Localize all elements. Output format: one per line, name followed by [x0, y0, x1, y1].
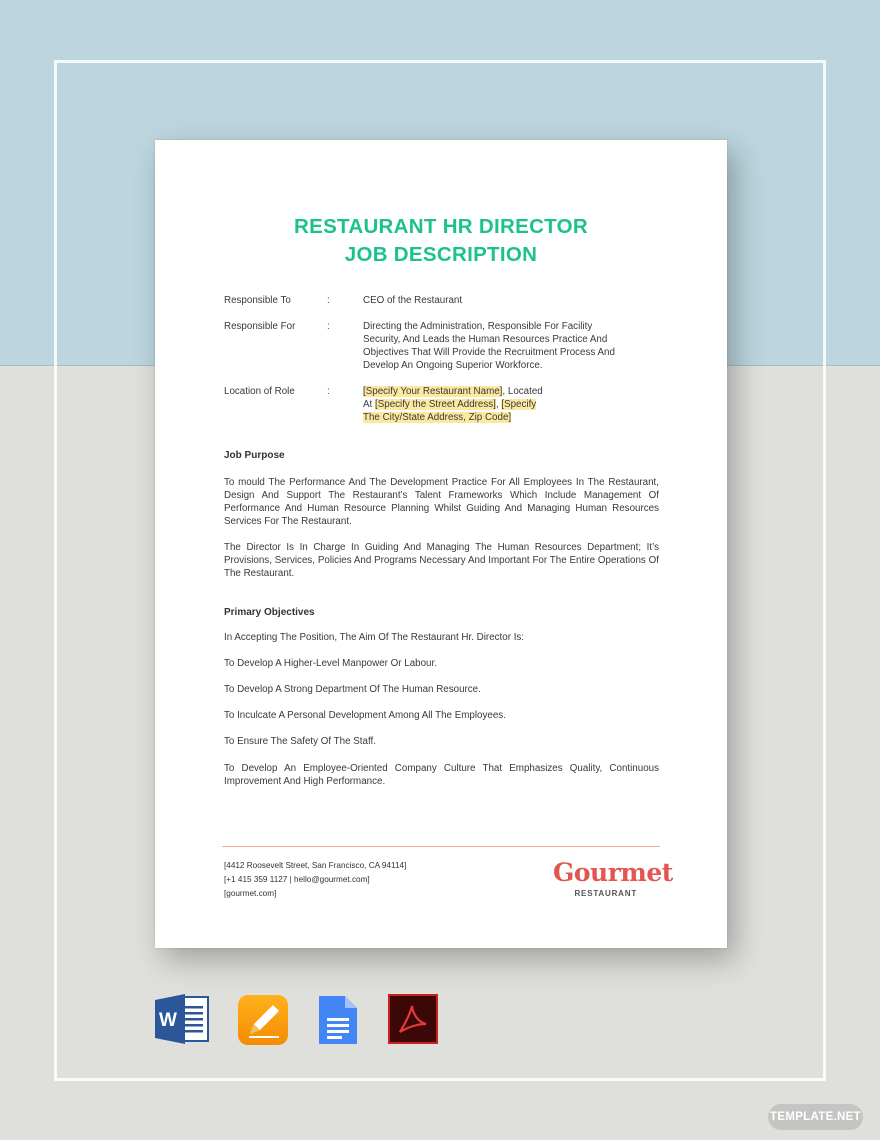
meta-colon: : — [327, 386, 330, 397]
objective-item: To Ensure The Safety Of The Staff. — [224, 736, 376, 747]
template-net-badge[interactable]: TEMPLATE.NET — [768, 1104, 863, 1130]
meta-value-text: CEO of the Restaurant — [363, 295, 463, 306]
meta-value-location-of-role — [363, 385, 548, 424]
primary-objectives-intro: In Accepting The Position, The Aim Of The Restaurant Hr. Director Is: — [224, 632, 525, 643]
objective-item: To Develop A Higher-Level Manpower Or Labour. — [224, 658, 437, 669]
svg-text:W: W — [159, 1010, 177, 1031]
word-icon[interactable] — [155, 994, 209, 1049]
job-purpose-heading: Job Purpose — [224, 450, 285, 461]
pages-icon[interactable] — [237, 994, 289, 1051]
objective-item: To Develop A Strong Department Of The Human Resource. — [224, 684, 481, 695]
job-purpose-paragraph-1: To mould The Performance And The Development Practice For All Employees In The Restaurant, Design And Support The Restaurant’s Talent Frameworks Which Include Management Of Performance And Human Resource Planning Whilst Guiding And Managing Human Resources Services For The Restaurant. — [224, 477, 659, 527]
gourmet-logo: Gourmet — [553, 858, 673, 887]
footer-website: [gourmet.com] — [224, 889, 277, 898]
meta-value-text: Directing the Administration, Responsible For Facility Security, And Leads the Human Resources Practice And Objectives That Will Provide the Recruitment Process And Develop An Ongoing Superior Workforce. — [363, 321, 615, 371]
footer-divider — [222, 846, 660, 847]
placeholder-city-state-zip[interactable]: [Specify The City/State Address, Zip Code] — [363, 399, 537, 423]
meta-colon: : — [327, 295, 330, 306]
objective-item: To Develop An Employee-Oriented Company Culture That Emphasizes Quality, Continuous Improvement And High Performance. — [224, 763, 659, 787]
meta-label-location-of-role: Location of Role — [224, 386, 295, 397]
meta-value-responsible-for — [363, 320, 623, 372]
placeholder-restaurant-name[interactable]: [Specify Your Restaurant Name] — [363, 386, 503, 397]
objective-item: To Inculcate A Personal Development Among All The Employees. — [224, 710, 506, 721]
pdf-icon[interactable] — [388, 994, 438, 1051]
google-docs-icon[interactable] — [317, 994, 359, 1051]
document-page — [155, 140, 727, 948]
gourmet-logo-subtitle: RESTAURANT — [574, 889, 637, 898]
footer-contact: [+1 415 359 1127 | hello@gourmet.com] — [224, 875, 370, 884]
meta-label-responsible-to: Responsible To — [224, 295, 291, 306]
placeholder-street-address[interactable]: [Specify the Street Address] — [374, 399, 496, 410]
meta-colon: : — [327, 321, 330, 332]
primary-objectives-heading: Primary Objectives — [224, 607, 315, 618]
job-purpose-paragraph-2: The Director Is In Charge In Guiding And Managing The Human Resources Department; It’s Provisions, Services, Policies And Programs Necessary And Important For The Entire Operations Of The Restaurant. — [224, 542, 659, 579]
document-title-line-1: RESTAURANT HR DIRECTOR — [294, 215, 588, 238]
meta-value-text: , — [495, 399, 502, 410]
footer-address: [4412 Roosevelt Street, San Francisco, CA 94114] — [224, 861, 407, 870]
meta-value-responsible-to — [363, 294, 623, 307]
meta-value-text: , Located At — [363, 386, 543, 410]
meta-label-responsible-for: Responsible For — [224, 321, 296, 332]
document-title-line-2: JOB DESCRIPTION — [344, 243, 538, 266]
